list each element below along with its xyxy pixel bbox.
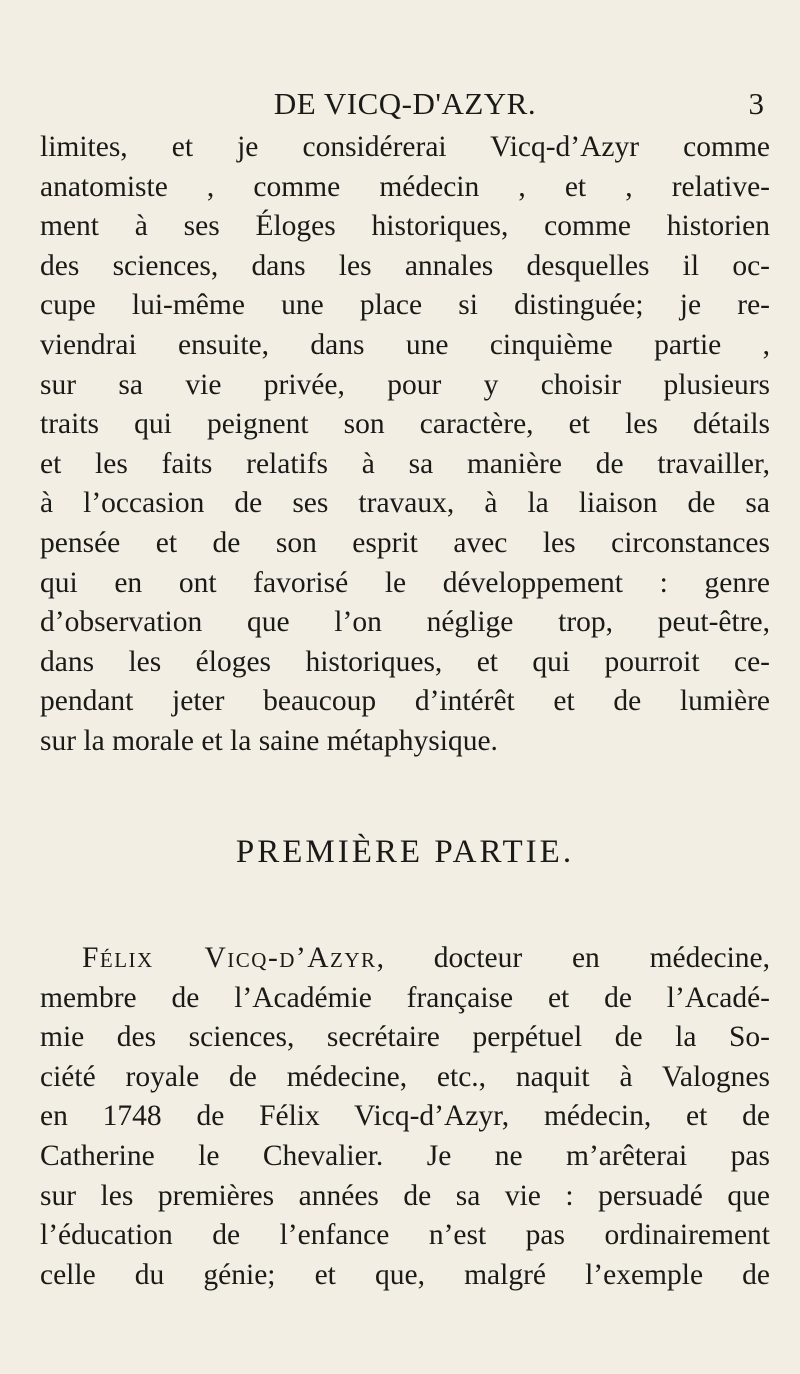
text-line: mie des sciences, secrétaire perpétuel de la So- (40, 1021, 770, 1054)
page-number: 3 (748, 86, 764, 121)
text-line: pensée et de son esprit avec les circonstances (40, 526, 770, 559)
text-line: l’éducation de l’enfance n’est pas ordinairement (40, 1219, 770, 1252)
text-line: limites, et je considérerai Vicq-d’Azyr comme (40, 131, 770, 163)
text-fragment: , docteur en médecine, (376, 942, 770, 974)
text-line: viendrai ensuite, dans une cinquième partie , (40, 328, 770, 361)
section-heading: PREMIÈRE PARTIE. (235, 834, 575, 870)
text-line-first (40, 939, 770, 979)
text-line: Catherine le Chevalier. Je ne m’arêterai pas (40, 1139, 770, 1172)
text-line: sur sa vie privée, pour y choisir plusieurs (40, 368, 770, 401)
text-line: en 1748 de Félix Vicq-d’Azyr, médecin, et de (40, 1100, 770, 1133)
text-line: celle du génie; et que, malgré l’exemple de (40, 1258, 770, 1291)
text-line: des sciences, dans les annales desquelles il oc- (40, 249, 770, 282)
text-line: ciété royale de médecine, etc., naquit à Valognes (40, 1060, 770, 1093)
text-line: ment à ses Éloges historiques, comme historien (40, 210, 770, 243)
text-line: et les faits relatifs à sa manière de travailler, (40, 447, 770, 480)
subject-name: Félix Vicq-d’Azyr (82, 942, 377, 974)
text-line: membre de l’Académie française et de l’Acadé- (40, 981, 770, 1014)
text-line: anatomiste , comme médecin , et , relative- (40, 170, 770, 203)
book-page (40, 0, 770, 1374)
text-line: pendant jeter beaucoup d’intérêt et de lumière (40, 685, 770, 718)
text-line: sur les premières années de sa vie : persuadé que (40, 1179, 770, 1212)
paragraph-2 (40, 939, 770, 1295)
running-head (40, 86, 770, 126)
text-line: sur la morale et la saine métaphysique. (40, 724, 498, 757)
running-title: DE VICQ-D'AZYR. (273, 86, 537, 121)
paragraph-1 (40, 128, 770, 762)
text-line: à l’occasion de ses travaux, à la liaison de sa (40, 487, 770, 520)
text-line: qui en ont favorisé le développement : genre (40, 566, 770, 599)
text-line: traits qui peignent son caractère, et les détails (40, 408, 770, 441)
text-line: cupe lui-même une place si distinguée; je re- (40, 289, 770, 322)
text-line: d’observation que l’on néglige trop, peut-être, (40, 606, 770, 639)
text-line: dans les éloges historiques, et qui pourroit ce- (40, 645, 770, 678)
